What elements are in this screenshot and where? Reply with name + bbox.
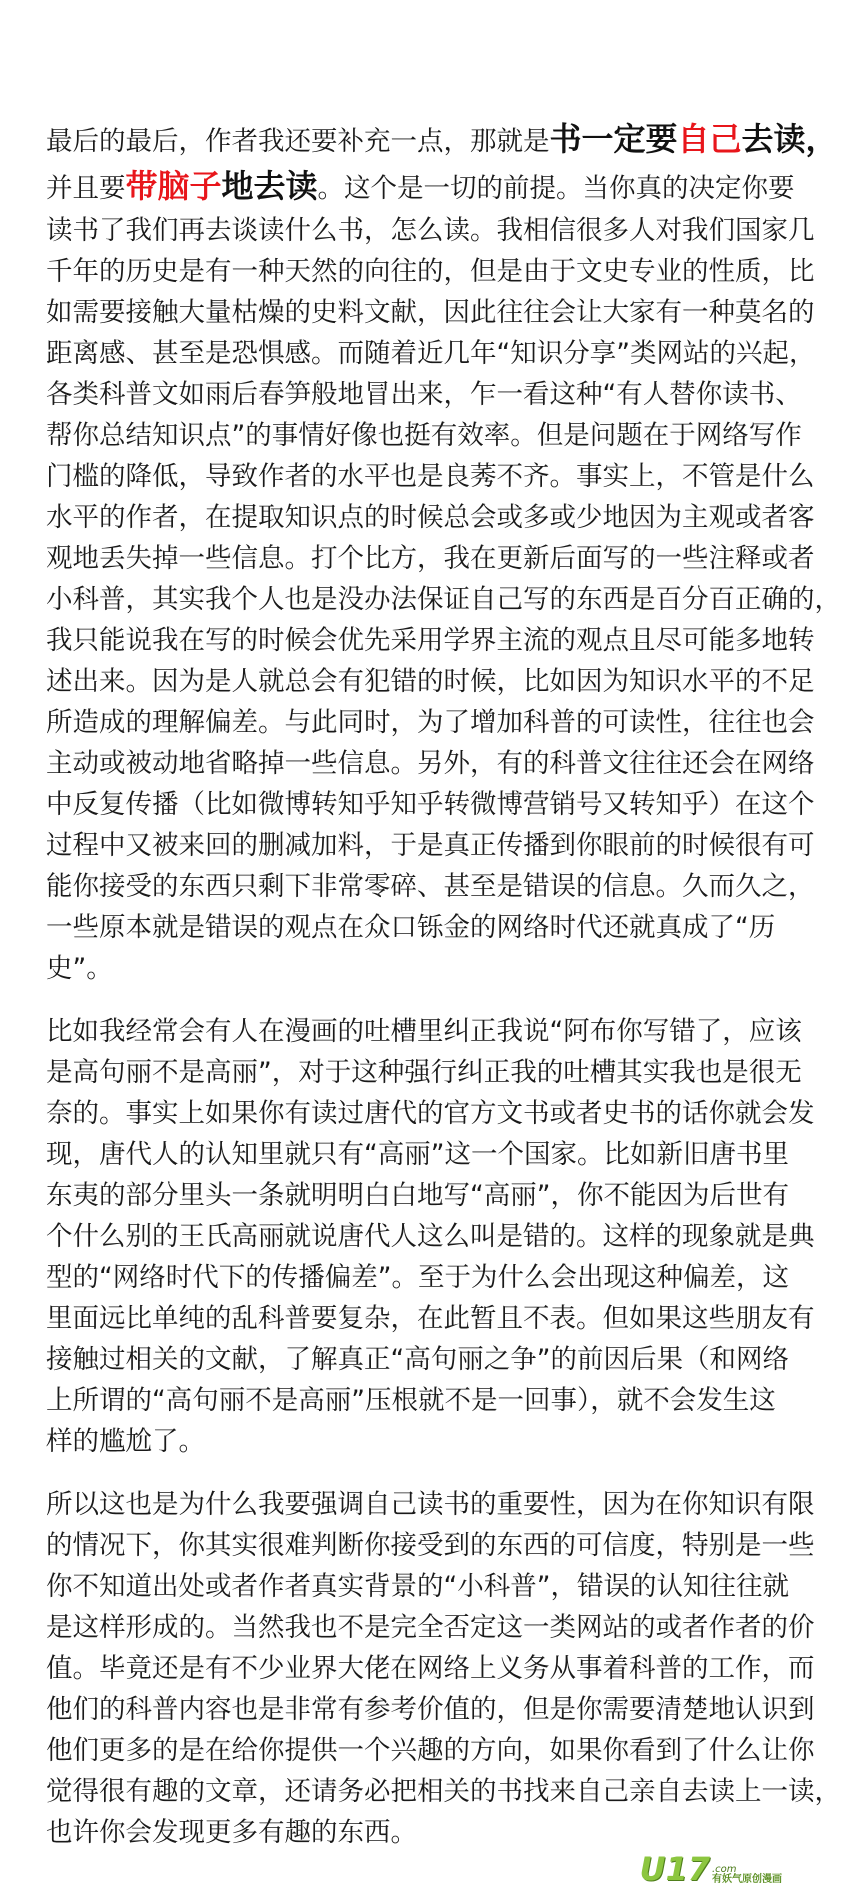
paragraph-line: 中反复传播（比如微博转知乎知乎转微博营销号又转知乎）在这个 (46, 789, 815, 820)
paragraph-line: 我只能说我在写的时候会优先采用学界主流的观点且尽可能多地转 (46, 625, 815, 656)
paragraph-line: 他们更多的是在给你提供一个兴趣的方向，如果你看到了什么让你 (46, 1735, 815, 1766)
paragraph-line: 主动或被动地省略掉一些信息。另外，有的科普文往往还会在网络 (46, 748, 815, 779)
paragraph-line: 是高句丽不是高丽”，对于这种强行纠正我的吐槽其实我也是很无 (46, 1057, 802, 1088)
text-segment: 最后的最后，作者我还要补充一点，那就是 (46, 126, 550, 157)
paragraph-line: 型的“网络时代下的传播偏差”。至于为什么会出现这种偏差，这 (46, 1262, 789, 1293)
paragraph-line: 小科普，其实我个人也是没办法保证自己写的东西是百分百正确的， (46, 584, 841, 615)
paragraph-line: 观地丢失掉一些信息。打个比方，我在更新后面写的一些注释或者 (46, 543, 815, 574)
logo-domain: .com (712, 1864, 737, 1875)
emphasis-comma: ， (805, 120, 838, 158)
paragraph-line: 觉得很有趣的文章，还请务必把相关的书找来自己亲自去读上一读， (46, 1776, 841, 1807)
paragraph-line: 能你接受的东西只剩下非常零碎、甚至是错误的信息。久而久之， (46, 871, 815, 902)
paragraph-3 (46, 1484, 841, 1853)
emphasis-read: 去读 (741, 120, 806, 158)
text-segment: 。这个是一切的前提。当你真的决定你要 (317, 173, 795, 204)
paragraph-line: 样的尴尬了。 (46, 1426, 205, 1457)
logo-tagline: 有妖气原创漫画 (712, 1874, 782, 1885)
paragraph-line: 读书了我们再去谈读什么书，怎么读。我相信很多人对我们国家几 (46, 215, 815, 246)
emphasis-go-read: 地去读 (221, 167, 318, 205)
paragraph-1 (46, 116, 841, 989)
text-segment: 并且要 (46, 173, 126, 204)
paragraph-line: 上所谓的“高句丽不是高丽”压根就不是一回事），就不会发生这 (46, 1385, 776, 1416)
paragraph-line: 他们的科普内容也是非常有参考价值的，但是你需要清楚地认识到 (46, 1694, 815, 1725)
paragraph-line: 的情况下，你其实很难判断你接受到的东西的可信度，特别是一些 (46, 1530, 815, 1561)
paragraph-line: 比如我经常会有人在漫画的吐槽里纠正我说“阿布你写错了，应该 (46, 1016, 802, 1047)
logo-side (712, 1865, 782, 1885)
paragraph-line: 你不知道出处或者作者真实背景的“小科普”，错误的认知往往就 (46, 1571, 789, 1602)
paragraph-line: 一些原本就是错误的观点在众口铄金的网络时代还就真成了“历 (46, 912, 776, 943)
emphasis-brain: 带脑子 (125, 167, 222, 205)
emphasis-book: 书一定要 (549, 120, 678, 158)
paragraph-line: 是这样形成的。当然我也不是完全否定这一类网站的或者作者的价 (46, 1612, 815, 1643)
paragraph-1-line-2 (46, 163, 795, 210)
paragraph-line: 门槛的降低，导致作者的水平也是良莠不齐。事实上，不管是什么 (46, 461, 815, 492)
paragraph-line: 史”。 (46, 953, 113, 984)
paragraph-line: 各类科普文如雨后春笋般地冒出来，乍一看这种“有人替你读书、 (46, 379, 802, 410)
paragraph-line: 距离感、甚至是恐惧感。而随着近几年“知识分享”类网站的兴起， (46, 338, 816, 369)
article-body (46, 116, 841, 1853)
paragraph-line: 帮你总结知识点”的事情好像也挺有效率。但是问题在于网络写作 (46, 420, 802, 451)
paragraph-line: 奈的。事实上如果你有读过唐代的官方文书或者史书的话你就会发 (46, 1098, 815, 1129)
paragraph-line: 接触过相关的文献，了解真正“高句丽之争”的前因后果（和网络 (46, 1344, 789, 1375)
paragraph-line: 个什么别的王氏高丽就说唐代人这么叫是错的。这样的现象就是典 (46, 1221, 815, 1252)
paragraph-line: 里面远比单纯的乱科普要复杂，在此暂且不表。但如果这些朋友有 (46, 1303, 815, 1334)
paragraph-line: 现，唐代人的认知里就只有“高丽”这一个国家。比如新旧唐书里 (46, 1139, 789, 1170)
paragraph-line: 水平的作者，在提取知识点的时候总会或多或少地因为主观或者客 (46, 502, 815, 533)
paragraph-line: 所造成的理解偏差。与此同时，为了增加科普的可读性，往往也会 (46, 707, 815, 738)
emphasis-self: 自己 (677, 120, 742, 158)
paragraph-line: 如需要接触大量枯燥的史料文献，因此往往会让大家有一种莫名的 (46, 297, 815, 328)
paragraph-line: 过程中又被来回的删减加料，于是真正传播到你眼前的时候很有可 (46, 830, 815, 861)
u17-watermark-logo (639, 1850, 782, 1888)
paragraph-line: 所以这也是为什么我要强调自己读书的重要性，因为在你知识有限 (46, 1489, 815, 1520)
paragraph-line: 值。毕竟还是有不少业界大佬在网络上义务从事着科普的工作，而 (46, 1653, 815, 1684)
paragraph-line: 述出来。因为是人就总会有犯错的时候，比如因为知识水平的不足 (46, 666, 815, 697)
logo-mark: U17 (639, 1850, 710, 1888)
paragraph-line: 东夷的部分里头一条就明明白白地写“高丽”，你不能因为后世有 (46, 1180, 789, 1211)
paragraph-line: 千年的历史是有一种天然的向往的，但是由于文史专业的性质，比 (46, 256, 815, 287)
paragraph-1-line-1 (46, 116, 838, 163)
paragraph-line: 也许你会发现更多有趣的东西。 (46, 1817, 417, 1848)
paragraph-2 (46, 1011, 815, 1462)
